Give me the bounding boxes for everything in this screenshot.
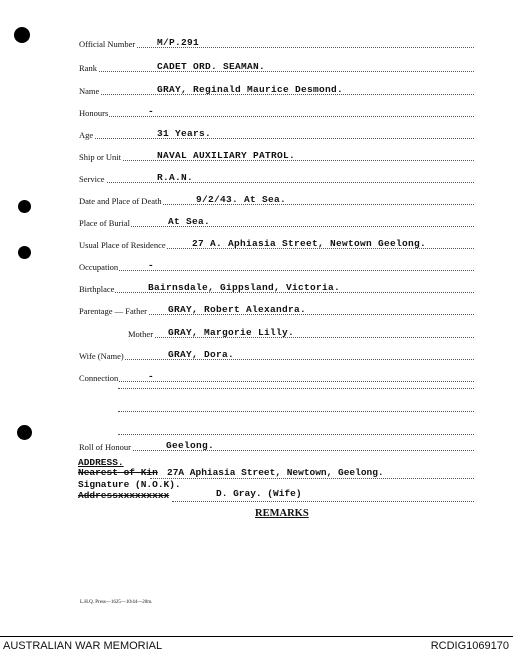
- field-label: Ship or Unit: [79, 152, 122, 162]
- field-label: Place of Burial: [79, 218, 130, 228]
- field-label: Roll of Honour: [79, 442, 131, 452]
- field-value: GRAY, Dora.: [168, 349, 235, 360]
- footer-left: AUSTRALIAN WAR MEMORIAL: [3, 640, 163, 652]
- field-value: GRAY, Robert Alexandra.: [168, 304, 307, 315]
- field-value: GRAY, Margorie Lilly.: [168, 327, 295, 338]
- field-birthplace: [0, 280, 513, 294]
- field-value: -: [148, 106, 155, 117]
- remarks-heading: REMARKS: [255, 508, 309, 519]
- field-value: Geelong.: [166, 440, 215, 451]
- field-label: Name: [79, 86, 100, 96]
- field-label: Birthplace: [79, 284, 115, 294]
- field-value: Bairnsdale, Gippsland, Victoria.: [148, 282, 341, 293]
- footer-right: RCDIG1069170: [430, 640, 509, 652]
- field-rank: [0, 59, 513, 73]
- field-label: Service: [79, 174, 105, 184]
- field-label: Occupation: [79, 262, 119, 272]
- field-wife: [0, 347, 513, 361]
- field-value: NAVAL AUXILIARY PATROL.: [157, 150, 296, 161]
- connection-line-3: [118, 411, 474, 412]
- field-name: [0, 82, 513, 96]
- field-date-place-death: [0, 192, 513, 206]
- field-label: Honours: [79, 108, 109, 118]
- print-note: L.H.Q. Press—1625—10/44—20m.: [80, 600, 153, 605]
- connection-line-2: [118, 388, 474, 389]
- field-value: 31 Years.: [157, 128, 212, 139]
- field-value: CADET ORD. SEAMAN.: [157, 61, 266, 72]
- footer-bar: [0, 636, 513, 655]
- field-roll-of-honour: [0, 438, 513, 452]
- field-usual-residence: [0, 236, 513, 250]
- field-mother: [0, 325, 513, 339]
- field-label: Rank: [79, 63, 97, 73]
- field-connection: [0, 369, 513, 383]
- field-value: GRAY, Reginald Maurice Desmond.: [157, 84, 344, 95]
- field-honours: [0, 104, 513, 118]
- field-service: [0, 170, 513, 184]
- field-ship-or-unit: [0, 148, 513, 162]
- field-father: [0, 302, 513, 316]
- field-official-number: [0, 35, 513, 49]
- field-value: At Sea.: [168, 216, 211, 227]
- field-value: -: [148, 371, 155, 382]
- signature-value: D. Gray. (Wife): [216, 488, 302, 499]
- field-label: Wife (Name): [79, 351, 124, 361]
- field-label: Mother: [128, 329, 154, 339]
- connection-line-4: [118, 434, 474, 435]
- field-label: Connection: [79, 373, 119, 383]
- field-label: Age: [79, 130, 94, 140]
- field-value: 27 A. Aphiasia Street, Newtown Geelong.: [192, 238, 427, 249]
- field-value: 9/2/43. At Sea.: [196, 194, 287, 205]
- address-heading: ADDRESS.: [78, 457, 124, 468]
- field-label: Usual Place of Residence: [79, 240, 166, 250]
- field-age: [0, 126, 513, 140]
- field-occupation: [0, 258, 513, 272]
- nearest-of-kin-struck: Nearest of Kin: [78, 467, 158, 478]
- field-label: Parentage — Father: [79, 306, 147, 316]
- field-label: Official Number: [79, 39, 136, 49]
- field-label: Date and Place of Death: [79, 196, 162, 206]
- field-place-of-burial: [0, 214, 513, 228]
- address-struck: Addressxxxxxxxxx: [78, 490, 170, 501]
- field-value: R.A.N.: [157, 172, 194, 183]
- field-value: -: [148, 260, 155, 271]
- field-value: M/P.291: [157, 37, 200, 48]
- address-value: 27A Aphiasia Street, Newtown, Geelong.: [167, 467, 384, 478]
- signature-label: Signature (N.O.K).: [78, 479, 181, 490]
